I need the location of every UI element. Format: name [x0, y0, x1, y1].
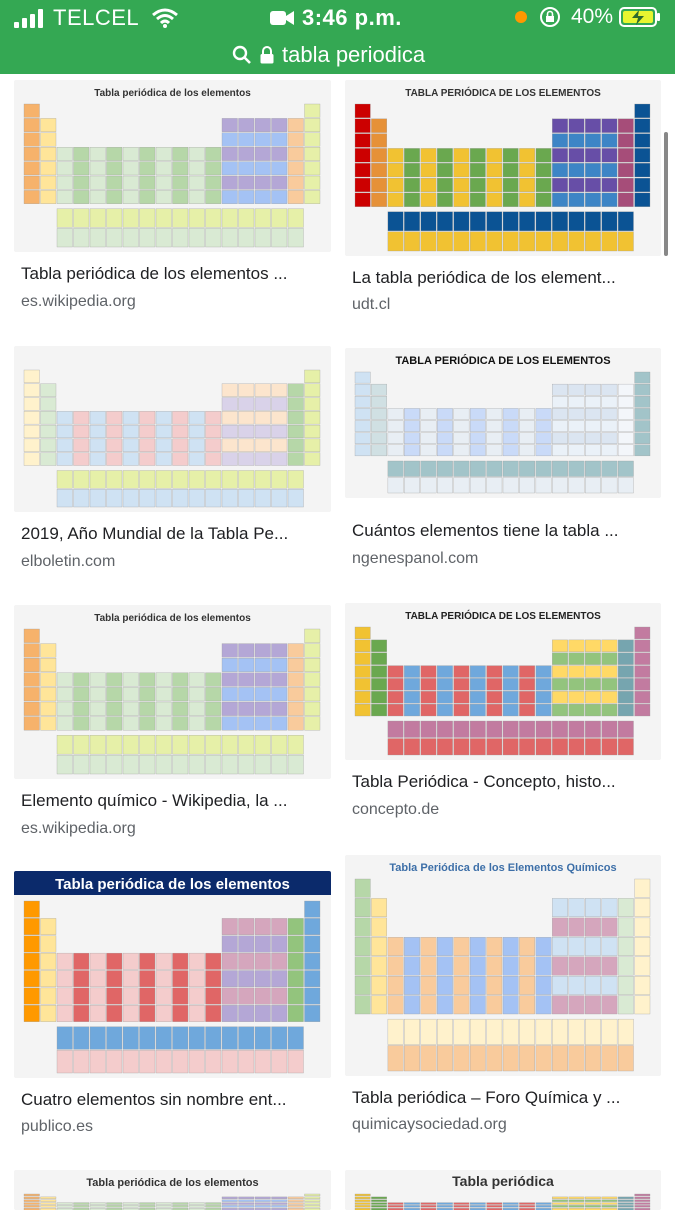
periodic-table-image	[345, 1170, 661, 1210]
video-camera-icon	[270, 10, 294, 26]
periodic-table-image	[345, 855, 661, 1076]
result-thumbnail[interactable]	[14, 871, 331, 1078]
result-source[interactable]: es.wikipedia.org	[21, 293, 136, 310]
carrier-name: TELCEL	[53, 5, 140, 30]
periodic-table-image	[345, 80, 661, 256]
result-title[interactable]: Tabla Periódica - Concepto, histo...	[352, 772, 616, 791]
result-title[interactable]: Tabla periódica – Foro Química y ...	[352, 1088, 621, 1107]
periodic-table-image	[345, 603, 661, 760]
result-title[interactable]: Tabla periódica de los elementos ...	[21, 264, 288, 283]
scrollbar[interactable]	[664, 132, 668, 256]
result-thumbnail[interactable]	[14, 605, 331, 779]
result-title[interactable]: La tabla periódica de los element...	[352, 268, 616, 287]
result-thumbnail[interactable]	[345, 348, 661, 498]
recording-dot-icon	[515, 11, 527, 23]
rotation-lock-icon	[539, 6, 561, 28]
signal-icon	[14, 8, 43, 28]
thumbnail-heading: Tabla periódica de los elementos	[94, 613, 251, 624]
url-text: tabla periodica	[282, 42, 426, 67]
thumbnail-heading: Tabla periódica	[452, 1173, 554, 1189]
result-thumbnail[interactable]	[345, 80, 661, 256]
url-bar[interactable]	[0, 36, 675, 74]
result-thumbnail[interactable]	[345, 1170, 661, 1210]
result-thumbnail[interactable]	[14, 80, 331, 252]
result-thumbnail[interactable]	[14, 1170, 331, 1210]
periodic-table-image	[14, 605, 331, 779]
result-title[interactable]: Cuántos elementos tiene la tabla ...	[352, 521, 619, 540]
thumbnail-heading: Tabla periódica de los elementos	[94, 88, 251, 99]
battery-charging-icon	[619, 6, 661, 28]
periodic-table-image	[345, 348, 661, 498]
thumbnail-heading: Tabla periódica de los elementos	[55, 876, 290, 893]
search-icon	[232, 45, 252, 65]
result-source[interactable]: es.wikipedia.org	[21, 820, 136, 837]
thumbnail-heading: TABLA PERIÓDICA DE LOS ELEMENTOS	[395, 355, 611, 367]
thumbnail-heading: TABLA PERIÓDICA DE LOS ELEMENTOS	[405, 611, 601, 622]
battery-percentage: 40%	[570, 5, 613, 28]
result-thumbnail[interactable]	[345, 603, 661, 760]
periodic-table-image	[14, 871, 331, 1078]
result-thumbnail[interactable]	[345, 855, 661, 1076]
thumbnail-heading: TABLA PERIÓDICA DE LOS ELEMENTOS	[405, 88, 601, 99]
result-title[interactable]: Cuatro elementos sin nombre ent...	[21, 1090, 287, 1109]
result-source[interactable]: elboletin.com	[21, 553, 116, 570]
result-source[interactable]: udt.cl	[352, 296, 391, 313]
result-source[interactable]: ngenespanol.com	[352, 550, 479, 567]
result-source[interactable]: publico.es	[21, 1118, 94, 1135]
periodic-table-image	[14, 1170, 331, 1210]
clock-time: 3:46 p.m.	[302, 5, 402, 30]
periodic-table-image	[14, 80, 331, 252]
result-source[interactable]: quimicaysociedad.org	[352, 1116, 507, 1133]
periodic-table-image	[14, 346, 331, 512]
status-bar	[0, 0, 675, 36]
result-thumbnail[interactable]	[14, 346, 331, 512]
result-title[interactable]: Elemento químico - Wikipedia, la ...	[21, 791, 288, 810]
wifi-icon	[151, 7, 179, 29]
thumbnail-heading: Tabla periódica de los elementos	[86, 1177, 259, 1189]
result-source[interactable]: concepto.de	[352, 801, 440, 818]
thumbnail-heading: Tabla Periódica de los Elementos Químicos	[389, 862, 617, 874]
result-title[interactable]: 2019, Año Mundial de la Tabla Pe...	[21, 524, 289, 543]
padlock-icon	[260, 46, 274, 64]
